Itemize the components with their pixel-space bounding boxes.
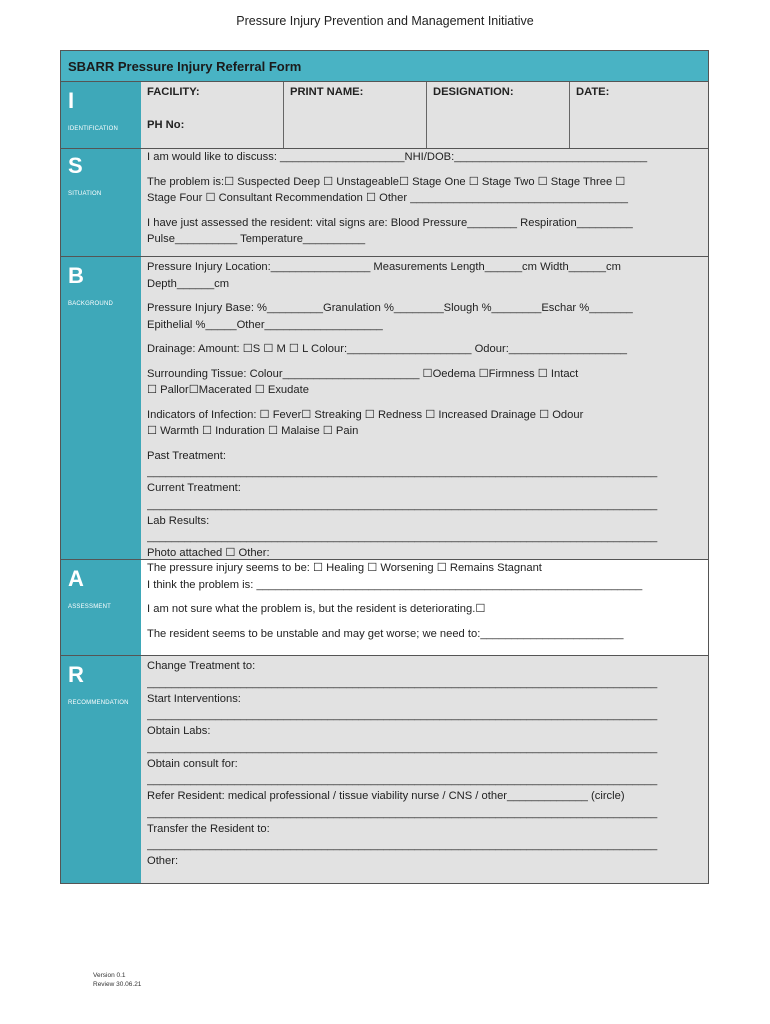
lab-results-field[interactable]: __________________________________________________________________________________	[147, 531, 658, 543]
identification-label: IDENTIFICATION	[68, 126, 119, 132]
situation-sidebar	[61, 149, 141, 256]
identification-section	[61, 82, 708, 149]
assessment-sidebar	[61, 560, 141, 655]
infection-line[interactable]: Indicators of Infection: ☐ Fever☐ Streaking ☐ Redness ☐ Increased Drainage ☐ Odour	[147, 408, 584, 421]
ph-no-label: PH No:	[147, 118, 185, 131]
recommendation-content	[141, 656, 708, 883]
assessment-label: ASSESSMENT	[68, 604, 112, 610]
infection-line-cont[interactable]: ☐ Warmth ☐ Induration ☐ Malaise ☐ Pain	[147, 425, 359, 437]
vitals-line-cont[interactable]: Pulse__________ Temperature__________	[147, 233, 366, 245]
injury-status-line[interactable]: The pressure injury seems to be: ☐ Healing ☐ Worsening ☐ Remains Stagnant	[147, 562, 542, 574]
current-treatment-field[interactable]: __________________________________________________________________________________	[147, 498, 658, 511]
facility-label: FACILITY:	[147, 86, 200, 98]
unstable-line[interactable]: The resident seems to be unstable and may get worse; we need to:_______________________	[147, 627, 624, 640]
situation-label: SITUATION	[68, 191, 102, 197]
review-text: Review 30.06.21	[93, 981, 142, 988]
background-content	[141, 257, 708, 559]
obtain-labs-field[interactable]: __________________________________________________________________________________	[147, 741, 658, 754]
background-letter: B	[68, 263, 84, 288]
change-treatment-label: Change Treatment to:	[147, 660, 256, 672]
tissue-line[interactable]: Surrounding Tissue: Colour______________________ ☐Oedema ☐Firmness ☐ Intact	[147, 367, 579, 380]
epithelial-line[interactable]: Epithelial %_____Other___________________	[147, 318, 383, 331]
assessment-section	[61, 560, 708, 656]
print-name-label: PRINT NAME:	[290, 86, 364, 98]
transfer-field[interactable]: __________________________________________________________________________________	[147, 839, 658, 851]
past-treatment-field[interactable]: __________________________________________________________________________________	[147, 466, 658, 478]
drainage-line[interactable]: Drainage: Amount: ☐S ☐ M ☐ L Colour:____________________ Odour:___________________	[147, 343, 628, 355]
footer	[93, 971, 141, 989]
print-name-cell[interactable]	[284, 82, 427, 148]
date-label: DATE:	[576, 86, 610, 98]
base-line[interactable]: Pressure Injury Base: %_________Granulation %________Slough %________Eschar %_______	[147, 302, 633, 314]
problem-guess-line[interactable]: I think the problem is: ______________________________________________________________	[147, 578, 643, 591]
date-cell[interactable]	[570, 82, 708, 148]
photo-line[interactable]: Photo attached ☐ Other:	[147, 547, 270, 559]
recommendation-section	[61, 656, 708, 883]
start-interventions-field[interactable]: __________________________________________________________________________________	[147, 709, 658, 721]
assessment-content	[141, 560, 708, 655]
recommendation-label: RECOMMENDATION	[68, 700, 129, 706]
obtain-consult-field[interactable]: __________________________________________________________________________________	[147, 774, 658, 786]
vitals-line[interactable]: I have just assessed the resident: vital signs are: Blood Pressure________ Respiration_________	[147, 216, 633, 229]
identification-sidebar	[61, 82, 141, 148]
page-header: Pressure Injury Prevention and Management Initiative	[236, 14, 534, 28]
obtain-consult-label: Obtain consult for:	[147, 757, 238, 770]
designation-cell[interactable]	[427, 82, 570, 148]
transfer-label: Transfer the Resident to:	[147, 822, 270, 835]
situation-content	[141, 149, 708, 256]
tissue-line-cont[interactable]: ☐ Pallor☐Macerated ☐ Exudate	[147, 384, 309, 396]
past-treatment-label: Past Treatment:	[147, 449, 226, 462]
change-treatment-field[interactable]: __________________________________________________________________________________	[147, 676, 658, 689]
discuss-line[interactable]: I am would like to discuss: ____________________NHI/DOB:_______________________________	[147, 151, 648, 163]
version-text: Version 0.1	[93, 972, 126, 979]
location-line[interactable]: Pressure Injury Location:________________ Measurements Length______cm Width______cm	[147, 261, 621, 273]
background-section	[61, 257, 708, 560]
recommendation-sidebar	[61, 656, 141, 883]
sbarr-form	[60, 50, 709, 884]
situation-letter: S	[68, 153, 83, 178]
problem-line[interactable]: The problem is:☐ Suspected Deep ☐ Unstageable☐ Stage One ☐ Stage Two ☐ Stage Three ☐	[147, 175, 626, 188]
designation-label: DESIGNATION:	[433, 86, 514, 98]
problem-line-cont[interactable]: Stage Four ☐ Consultant Recommendation ☐ Other ___________________________________	[147, 192, 628, 204]
lab-results-label: Lab Results:	[147, 514, 210, 527]
form-title: SBARR Pressure Injury Referral Form	[61, 51, 708, 82]
assessment-letter: A	[68, 566, 84, 591]
identification-content	[141, 82, 708, 148]
recommendation-letter: R	[68, 662, 84, 687]
deteriorating-line[interactable]: I am not sure what the problem is, but the resident is deteriorating.☐	[147, 603, 486, 615]
identification-letter: I	[68, 88, 75, 113]
background-sidebar	[61, 257, 141, 559]
refer-resident-line[interactable]: Refer Resident: medical professional / tissue viability nurse / CNS / other_____________ (circle)	[147, 790, 625, 802]
situation-section	[61, 149, 708, 257]
background-label: BACKGROUND	[68, 301, 114, 307]
start-interventions-label: Start Interventions:	[147, 692, 241, 705]
depth-line[interactable]: Depth______cm	[147, 277, 230, 290]
refer-resident-field[interactable]: __________________________________________________________________________________	[147, 806, 658, 819]
current-treatment-label: Current Treatment:	[147, 482, 241, 494]
obtain-labs-label: Obtain Labs:	[147, 725, 211, 737]
facility-cell[interactable]	[141, 82, 284, 148]
other-label[interactable]: Other:	[147, 855, 179, 867]
